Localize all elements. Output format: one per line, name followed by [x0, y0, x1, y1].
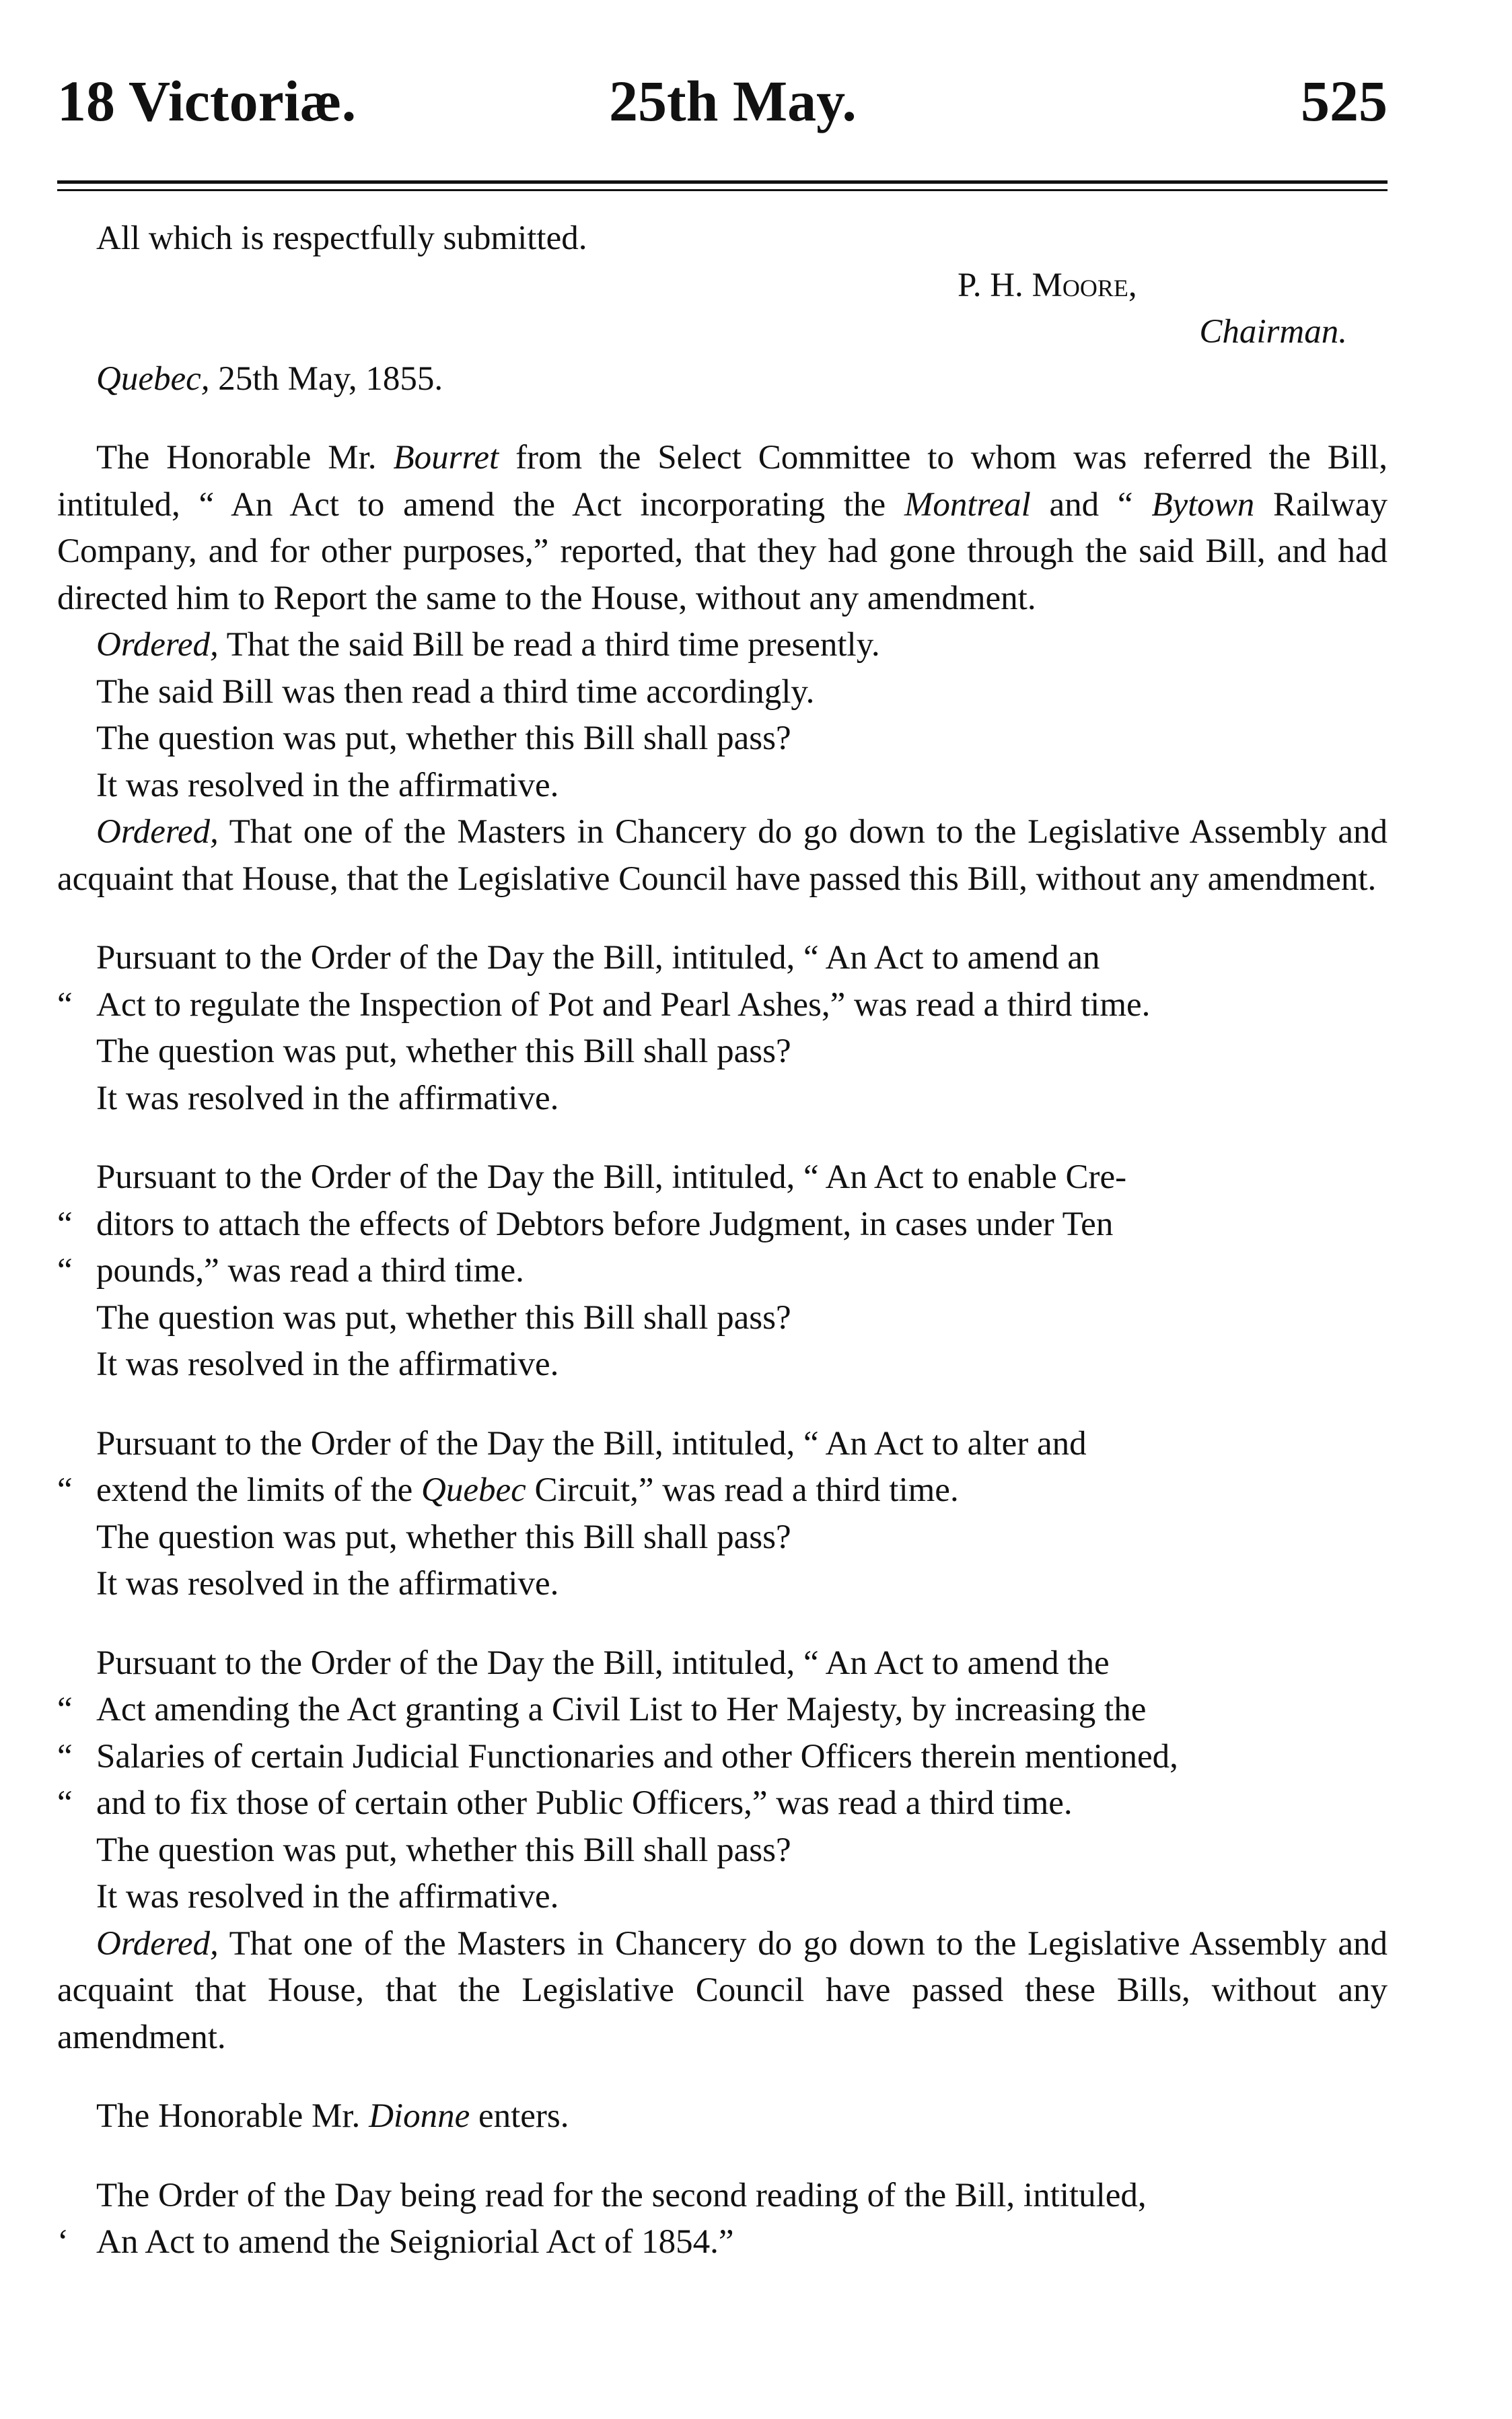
report-place: Quebec,	[96, 359, 210, 398]
bill-civil-line-4: “ and to fix those of certain other Public Officers,” was read a third time.	[57, 1784, 1073, 1822]
bill-civil-line-3: “ Salaries of certain Judicial Functionaries and other Officers therein mentioned,	[57, 1737, 1178, 1776]
bill-quebec-question: The question was put, whether this Bill shall pass?	[96, 1518, 791, 1556]
header-rule-thin	[57, 189, 1388, 191]
bill-quebec-line-2: “ extend the limits of the Quebec Circuit,” was read a third time.	[57, 1471, 959, 1509]
seigniorial-line-1: The Order of the Day being read for the second reading of the Bill, intituled,	[96, 2176, 1147, 2214]
journal-body	[57, 215, 1388, 2266]
bill-civil-ordered-masters: Ordered, That one of the Masters in Chancery do go down to the Legislative Assembly and acquaint that House, that the Legislative Council have passed these Bills, without any amendment.	[57, 1924, 1388, 2056]
place-montreal: Montreal	[904, 485, 1031, 524]
header-date: 25th May.	[609, 69, 857, 133]
bill-quebec-line-1: Pursuant to the Order of the Day the Bill, intituled, “ An Act to alter and	[96, 1424, 1087, 1463]
bill-creditors-question: The question was put, whether this Bill shall pass?	[96, 1298, 791, 1337]
bill-creditors-line-3: “ pounds,” was read a third time.	[57, 1252, 524, 1290]
header-regnal-year: 18 Victoriæ.	[57, 69, 357, 133]
bill-quebec-resolved: It was resolved in the affirmative.	[96, 1565, 559, 1603]
bill-civil-line-2: “ Act amending the Act granting a Civil List to Her Majesty, by increasing the	[57, 1691, 1147, 1728]
bill-pot-resolved: It was resolved in the affirmative.	[96, 1079, 559, 1117]
signer-title: Chairman.	[1199, 313, 1347, 351]
bourret-read-third-time: The said Bill was then read a third time accordingly.	[96, 672, 815, 711]
bill-creditors-resolved: It was resolved in the affirmative.	[96, 1345, 559, 1383]
report-date: 25th May, 1855.	[209, 359, 443, 398]
bill-civil-line-1: Pursuant to the Order of the Day the Bill, intituled, “ An Act to amend the	[96, 1644, 1110, 1682]
header-rule-thick	[57, 180, 1388, 184]
signer-name: P. H. Moore,	[958, 266, 1137, 304]
report-date-line	[57, 356, 1388, 403]
bourret-ordered-masters: Ordered, That one of the Masters in Chancery do go down to the Legislative Assembly and acquaint that House, that the Legislative Council have passed this Bill, without any amendment.	[57, 813, 1388, 898]
place-bytown: Bytown	[1151, 485, 1255, 524]
dionne-enters: The Honorable Mr. Dionne enters.	[96, 2097, 569, 2135]
bourret-resolved: It was resolved in the affirmative.	[96, 766, 559, 804]
bill-pot-question: The question was put, whether this Bill shall pass?	[96, 1032, 791, 1070]
running-header	[57, 64, 1388, 145]
member-dionne: Dionne	[369, 2097, 470, 2135]
bill-civil-question: The question was put, whether this Bill shall pass?	[96, 1831, 791, 1869]
page-number: 525	[1301, 69, 1388, 133]
bourret-report-paragraph: The Honorable Mr. Bourret from the Select Committee to whom was referred the Bill, intituled, “ An Act to amend the Act incorporating the Montreal and “ Bytown Railway Company, and for other purposes,” reported, that they had gone through the said Bill, and had directed him to Report the same to the House, without any amendment.	[57, 439, 1388, 617]
report-submitted: All which is respectfully submitted.	[96, 219, 587, 257]
bourret-ordered-third-reading: Ordered, That the said Bill be read a third time presently.	[96, 626, 880, 664]
bill-pot-line-2: “ Act to regulate the Inspection of Pot and Pearl Ashes,” was read a third time.	[57, 985, 1151, 1024]
bourret-question: The question was put, whether this Bill shall pass?	[96, 720, 791, 757]
bill-creditors-line-1: Pursuant to the Order of the Day the Bill, intituled, “ An Act to enable Cre-	[96, 1158, 1127, 1196]
seigniorial-line-2: ‘ An Act to amend the Seigniorial Act of 1854.”	[57, 2223, 734, 2261]
member-bourret: Bourret	[393, 439, 499, 477]
bill-civil-resolved: It was resolved in the affirmative.	[96, 1878, 559, 1916]
place-quebec: Quebec	[421, 1471, 526, 1509]
bill-pot-line-1: Pursuant to the Order of the Day the Bill, intituled, “ An Act to amend an	[96, 939, 1100, 977]
bill-creditors-line-2: “ ditors to attach the effects of Debtors before Judgment, in cases under Ten	[57, 1205, 1114, 1243]
